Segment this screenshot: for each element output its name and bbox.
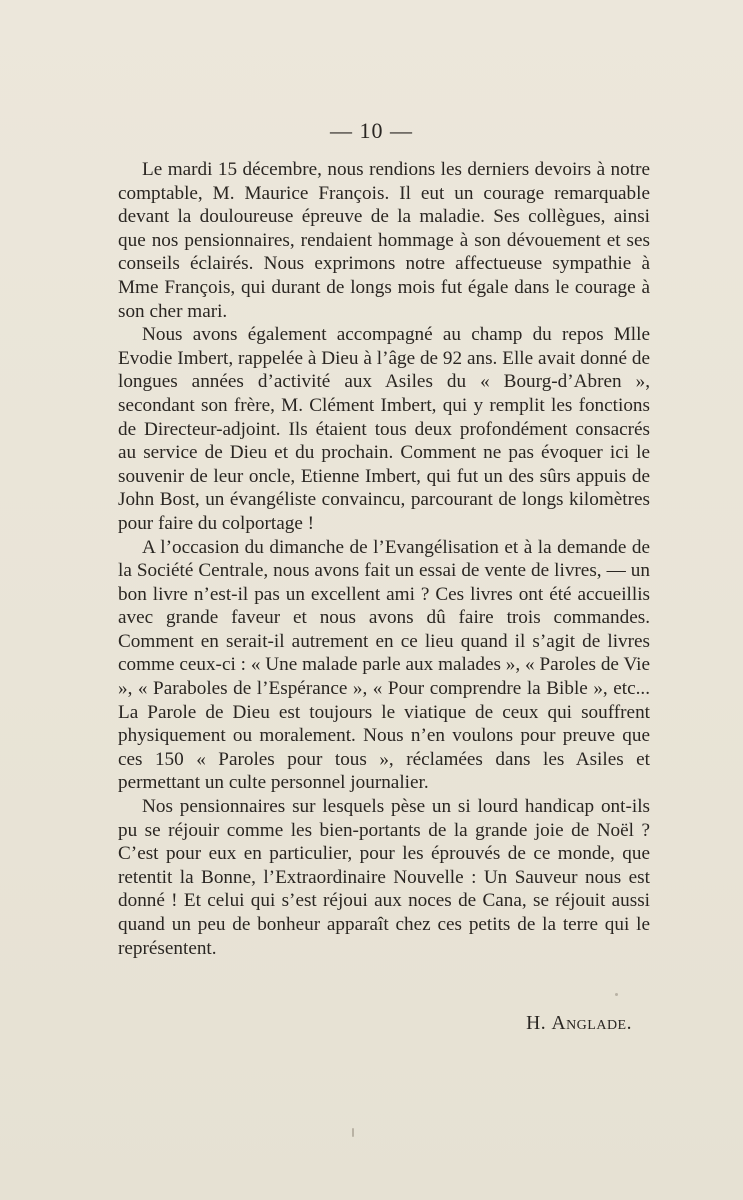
page-number: — 10 —	[330, 118, 413, 143]
paragraph-3: A l’occasion du dimanche de l’Evangélisation et à la demande de la Société Centrale, nous avons fait un essai de vente de livres, — un bon livre n’est-il pas un excellent ami ? Ces livres ont été accueillis avec grande faveur et nous avons dû faire trois commandes. Comment en serait-il autrement en ce lieu quand il s’agit de livres comme ceux-ci : « Une malade parle aux malades », « Paroles de Vie », « Paraboles de l’Espérance », « Pour comprendre la Bible », etc... La Parole de Dieu est toujours le viatique de ceux qui souffrent physiquement ou moralement. Nous n’en voulons pour preuve que ces 150 « Paroles pour tous », réclamées dans les Asiles et permettant un culte personnel journalier.	[118, 536, 650, 794]
body-text	[118, 158, 650, 960]
paragraph-1: Le mardi 15 décembre, nous rendions les derniers devoirs à notre comptable, M. Maurice François. Il eut un courage remarquable devant la douloureuse épreuve de la maladie. Ses collègues, ainsi que nos pensionnaires, rendaient hommage à son dévouement et ses conseils éclairés. Nous exprimons notre affectueuse sympathie à Mme François, qui durant de longs mois fut égale dans le courage à son cher mari.	[118, 159, 650, 322]
author-initial: H.	[526, 1013, 547, 1034]
author-name: Anglade.	[551, 1013, 632, 1034]
paragraph-4: Nos pensionnaires sur lesquels pèse un si lourd handicap ont-ils pu se réjouir comme les bien-portants de la grande joie de Noël ? C’est pour eux en particulier, pour les éprouvés de ce monde, que retentit la Bonne, l’Extraordinaire Nouvelle : Un Sauveur nous est donné ! Et celui qui s’est réjoui aux noces de Cana, se réjouit aussi quand un peu de bonheur apparaît chez ces petits de la terre qui le représentent.	[118, 796, 650, 959]
author-signature	[526, 1013, 632, 1035]
paragraph-2: Nous avons également accompagné au champ du repos Mlle Evodie Imbert, rappelée à Dieu à l’âge de 92 ans. Elle avait donné de longues années d’activité aux Asiles du « Bourg-d’Abren », secondant son frère, M. Clément Imbert, qui y remplit les fonctions de Directeur-adjoint. Ils étaient tous deux profondément consacrés au service de Dieu et du prochain. Comment ne pas évoquer ici le souvenir de leur oncle, Etienne Imbert, qui fut un des sûrs appuis de John Bost, un évangéliste convaincu, parcourant de longs kilomètres pour faire du colportage !	[118, 324, 650, 534]
paper-speck	[615, 993, 618, 996]
paper-speck	[352, 1128, 354, 1137]
